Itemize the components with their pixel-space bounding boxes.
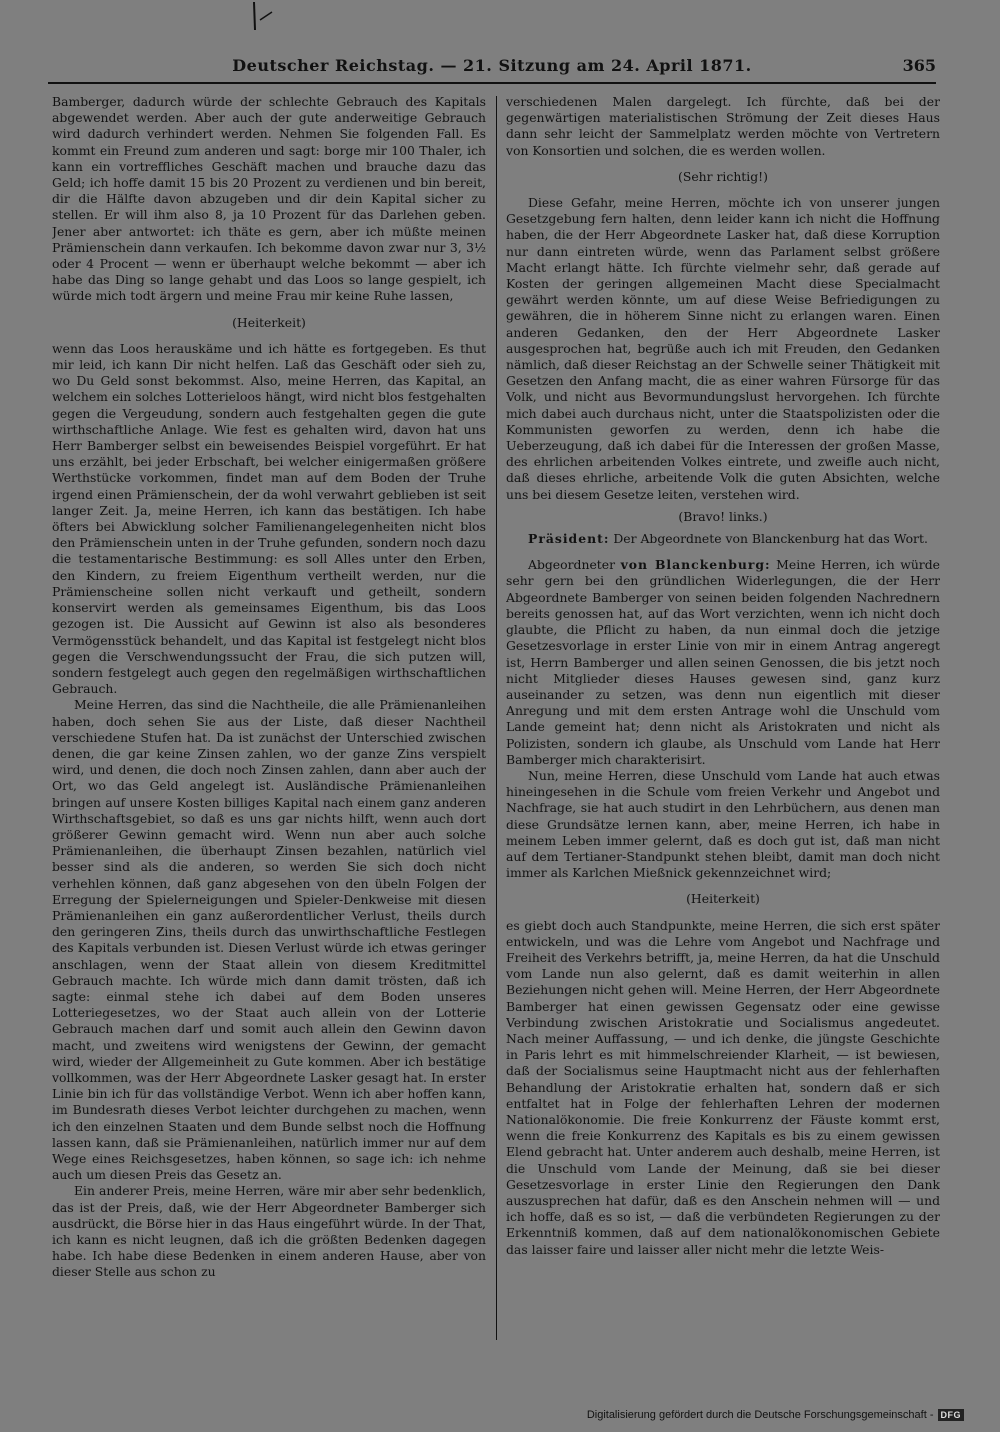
dfg-logo-icon: DFG: [938, 1409, 965, 1421]
footer-text: Digitalisierung gefördert durch die Deutsche Forschungsgemeinschaft -: [586, 1409, 934, 1421]
speaker-label: Präsident:: [528, 531, 610, 547]
right-column: [506, 94, 940, 1344]
paragraph: es giebt doch auch Standpunkte, meine Herren, die sich erst später entwickeln, und was die Lehre vom Angebot und Nachfrage und Freiheit des Verkehrs betrifft, ja, meine Herren, da hat die Unschuld vom Lande nun also gelernt, daß es damit weiterhin in allen Beziehungen nicht gehen will. Meine Herren, der Herr Abgeordnete Bamberger hat einen gewissen Gegensatz oder eine gewisse Verbindung zwischen Aristokratie und Socialismus angedeutet. Nach meiner Auffassung, — und ich denke, die jüngste Geschichte in Paris lehrt es mit himmelschreiender Klarheit, — ist bewiesen, daß der Socialismus seine Hauptmacht nicht aus der fehlerhaften Behandlung der Aristokratie erhalten hat, sondern daß er sich entfaltet hat in Folge der fehlerhaften Lehren der modernen Nationalökonomie. Die freie Konkurrenz der Fäuste kommt erst, wenn die freie Konkurrenz des Kapitals es bis zu einem gewissen Elend gebracht hat. Unter anderem auch deshalb, meine Herren, ist die Unschuld vom Lande der Meinung, daß sie bei dieser Gesetzesvorlage in erster Linie den Regierungen den Dank auszusprechen hat dafür, daß es den Anschein nehmen will — und ich hoffe, daß es so ist, — daß die verbündeten Regierungen zu der Erkenntniß kommen, daß auf dem nationalökonomischen Gebiete das laisser faire und laisser aller nicht mehr die letzte Weis-: [506, 917, 940, 1257]
header-rule: [48, 82, 936, 84]
speaker-intro: Abgeordneter: [528, 557, 621, 573]
interjection: (Sehr richtig!): [678, 168, 768, 184]
paragraph: Ein anderer Preis, meine Herren, wäre mir aber sehr bedenklich, das ist der Preis, daß, wie der Herr Abgeordneter Bamberger sich ausdrückt, die Börse hier in das Haus eingeführt würde. In der That, ich kann es nicht leugnen, daß ich die größten Bedenken dagegen habe. Ich habe diese Bedenken in einem anderen Hause, aber von dieser Stelle aus schon zu: [52, 1183, 486, 1280]
speech-text: Meine Herren, ich würde sehr gern bei den gründlichen Widerlegungen, die der Herr Abgeordnete Bamberger von seinen beiden folgenden Nachrednern bereits genossen hat, auf das Wort verzichten, wenn ich nicht doch glaubte, die Pflicht zu haben, da nun einmal doch die jetzige Gesetzesvorlage in erster Linie von mir in einem Antrag angeregt ist, Herrn Bamberger und allen seinen Genossen, die bis jetzt noch nicht Mitglieder dieses Hauses gewesen sind, ganz kurz auseinander zu setzen, was denn nun eigentlich mit dieser Anregung und mit dem ersten Antrage wohl die Unschuld vom Lande gemeint hat; denn nicht als Aristokraten und nicht als Polizisten, sondern ich glaube, als Unschuld vom Lande hat Herr Bamberger mich charakterisirt.: [506, 557, 940, 767]
page-number: 365: [902, 56, 936, 75]
column-divider: [496, 96, 497, 1340]
statement-text: Der Abgeordnete von Blanckenburg hat das Wort.: [609, 531, 928, 547]
interjection: (Heiterkeit): [232, 314, 306, 330]
paragraph: Bamberger, dadurch würde der schlechte Gebrauch des Kapitals abgewendet werden. Aber auch der gute anderweitige Gebrauch wird dadurch verhindert werden. Nehmen Sie folgenden Fall. Es kommt ein Freund zum anderen und sagt: borge mir 100 Thaler, ich kann ein vortreffliches Geschäft machen und brauche dazu das Geld; ich hoffe damit 15 bis 20 Prozent zu verdienen und bin bereit, dir die Hälfte davon abzugeben und dir dein Kapital sicher zu stellen. Er will ihm also 8, ja 10 Prozent für das Darlehen geben. Jener aber antwortet: ich thäte es gern, aber ich müßte meinen Prämienschein dann verkaufen. Ich bekomme davon zwar nur 3, 3½ oder 4 Procent — wenn er überhaupt welche bekommt — aber ich habe das Ding so lange gehabt und das Loos so lange gespielt, ich würde mich todt ärgern und meine Frau mir keine Ruhe lassen,: [52, 94, 486, 304]
paragraph: Diese Gefahr, meine Herren, möchte ich von unserer jungen Gesetzgebung fern halten, denn leider kann ich nicht die Hoffnung haben, die der Herr Abgeordnete Lasker hat, daß diese Korruption nur dann eintreten würde, wenn das Parlament selbst größere Macht erlangt hätte. Ich fürchte vielmehr sehr, daß gerade auf Kosten der geringen allgemeinen Macht diese Specialmacht gewährt werden könnte, um auf diese Weise Befriedigungen zu gewähren, die in höherem Sinne nicht zu erlangen waren. Einen anderen Gedanken, den der Herr Abgeordnete Lasker ausgesprochen hat, begrüße auch ich mit Freuden, den Gedanken nämlich, daß dieser Reichstag an der Schwelle seiner Thätigkeit mit Gesetzen den Anfang macht, die as einer wahren Fürsorge für das Volk, und nicht aus Bevormundungslust hervorgehen. Ich fürchte mich dabei auch durchaus nicht, unter die Staatspolizisten oder die Kommunisten geworfen zu werden, denn ich habe die Ueberzeugung, daß ich dabei für die Interessen der großen Masse, des ehrlichen arbeitenden Volkes eintrete, und zweifle auch nicht, daß dieses ehrliche, arbeitende Volk die guten Absichten, welche uns bei diesem Gesetze leiten, verstehen wird.: [506, 195, 940, 502]
running-title: Deutscher Reichstag. — 21. Sitzung am 24. April 1871.: [232, 56, 752, 75]
paragraph: verschiedenen Malen dargelegt. Ich fürchte, daß bei der gegenwärtigen materialistischen Strömung der Zeit dieses Haus dann sehr leicht der Sammelplatz werden möchte von Vertretern von Konsortien und solchen, die es werden wollen.: [506, 94, 940, 158]
paragraph: Nun, meine Herren, diese Unschuld vom Lande hat auch etwas hineingesehen in die Schule vom freien Verkehr und Angebot und Nachfrage, sie hat auch studirt in den Lehrbüchern, aus denen man diese Grundsätze lernen kann, aber, meine Herren, ich habe in meinem Leben immer gelernt, daß es doch gut ist, daß man nicht auf dem Tertianer-Standpunkt stehen bleibt, damit man doch nicht immer als Karlchen Mießnick gekennzeichnet wird;: [506, 767, 940, 881]
president-statement: [506, 531, 940, 547]
paragraph: Meine Herren, das sind die Nachtheile, die alle Prämienanleihen haben, doch sehen Sie aus der Liste, daß dieser Nachtheil verschiedene Stufen hat. Da ist zunächst der Unterschied zwischen denen, die gar keine Zinsen zahlen, wo der ganze Zins verspielt wird, und denen, die doch noch Zinsen zahlen, dann aber auch der Ort, wo das Geld angelegt ist. Ausländische Prämienanleihen bringen auf unsere Kosten billiges Kapital nach einem ganz anderen Wirthschaftsgebiet, so daß es uns gar nichts hilft, wenn auch dort größerer Gewinn gemacht wird. Wenn nun aber auch solche Prämienanleihen, die überhaupt Zinsen bezahlen, natürlich viel besser sind als die anderen, so werden Sie sich doch nicht verhehlen können, daß ganz abgesehen von den übeln Folgen der Erregung der Spielerneigungen und Spieler-Denkweise mit diesen Prämienanleihen ein ganz außerordentlicher Verlust, theils durch den geringeren Zins, theils durch das unwirthschaftliche Festlegen des Kapitals verbunden ist. Diesen Verlust würde ich etwas geringer anschlagen, wenn der Staat allein von diesem Kreditmittel Gebrauch machte. Ich würde mich dann damit trösten, daß ich sagte: einmal stehe ich dabei auf dem Boden unseres Lotteriegesetzes, wo der Staat auch allein von der Lotterie Gebrauch machen darf und somit auch allein den Gewinn davon macht, und zweitens wird wenigstens der Gewinn, der gemacht wird, wieder der Allgemeinheit zu Gute kommen. Aber ich bestätige vollkommen, was der Herr Abgeordnete Lasker gesagt hat. In erster Linie bin ich für das vollständige Verbot. Wenn ich aber hoffen kann, im Bundesrath dieses Verbot leichter durchgehen zu machen, wenn ich den einzelnen Staaten und dem Bunde selbst noch die Hoffnung lassen kann, daß sie Prämienanleihen, natürlich immer nur auf dem Wege eines Reichsgesetzes, haben können, so sage ich: ich nehme auch um diesen Preis das Gesetz an.: [52, 697, 486, 1183]
page-header: [48, 56, 936, 78]
speaker-name: von Blanckenburg:: [620, 557, 771, 573]
interjection: (Bravo! links.): [678, 508, 768, 524]
left-column: [52, 94, 486, 1344]
paragraph: wenn das Loos herauskäme und ich hätte es fortgegeben. Es thut mir leid, ich kann Dir nicht helfen. Laß das Geschäft oder sieh zu, wo Du Geld sonst bekommst. Also, meine Herren, das Kapital, an welchem ein solches Lotterieloos hängt, wird nicht blos festgehalten gegen die Vergeudung, sondern auch festgehalten gegen die gute wirthschaftliche Anlage. Wie fest es gehalten wird, davon hat uns Herr Bamberger selbst ein beweisendes Beispiel vorgeführt. Er hat uns erzählt, bei jeder Erbschaft, bei welcher einigermaßen größere Werthstücke vorkommen, findet man auf dem Boden der Truhe irgend einen Prämienschein, der da wohl verwahrt geblieben ist seit langer Zeit. Ja, meine Herren, ich kann das bestätigen. Ich habe öfters bei Abwicklung solcher Familienangelegenheiten nicht blos den Prämienschein unten in der Truhe gefunden, sondern noch dazu die testamentarische Bestimmung: es soll Alles unter den Erben, den Kindern, zu freiem Eigenthum vertheilt werden, nur die Prämienscheine sollen nicht verkauft und getheilt, sondern konservirt werden als gemeinsames Eigenthum, bis das Loos gezogen ist. Die Aussicht auf Gewinn ist also als besonderes Vermögensstück behandelt, und das Kapital ist festgelegt nicht blos gegen die Verschwendungssucht der Frau, die sich putzen will, sondern festgelegt auch gegen den regelmäßigen wirthschaftlichen Gebrauch.: [52, 340, 486, 697]
scan-mark-icon: [246, 0, 286, 36]
speech: [506, 557, 940, 768]
footer-credit: [587, 1409, 964, 1421]
interjection: (Heiterkeit): [686, 891, 760, 907]
